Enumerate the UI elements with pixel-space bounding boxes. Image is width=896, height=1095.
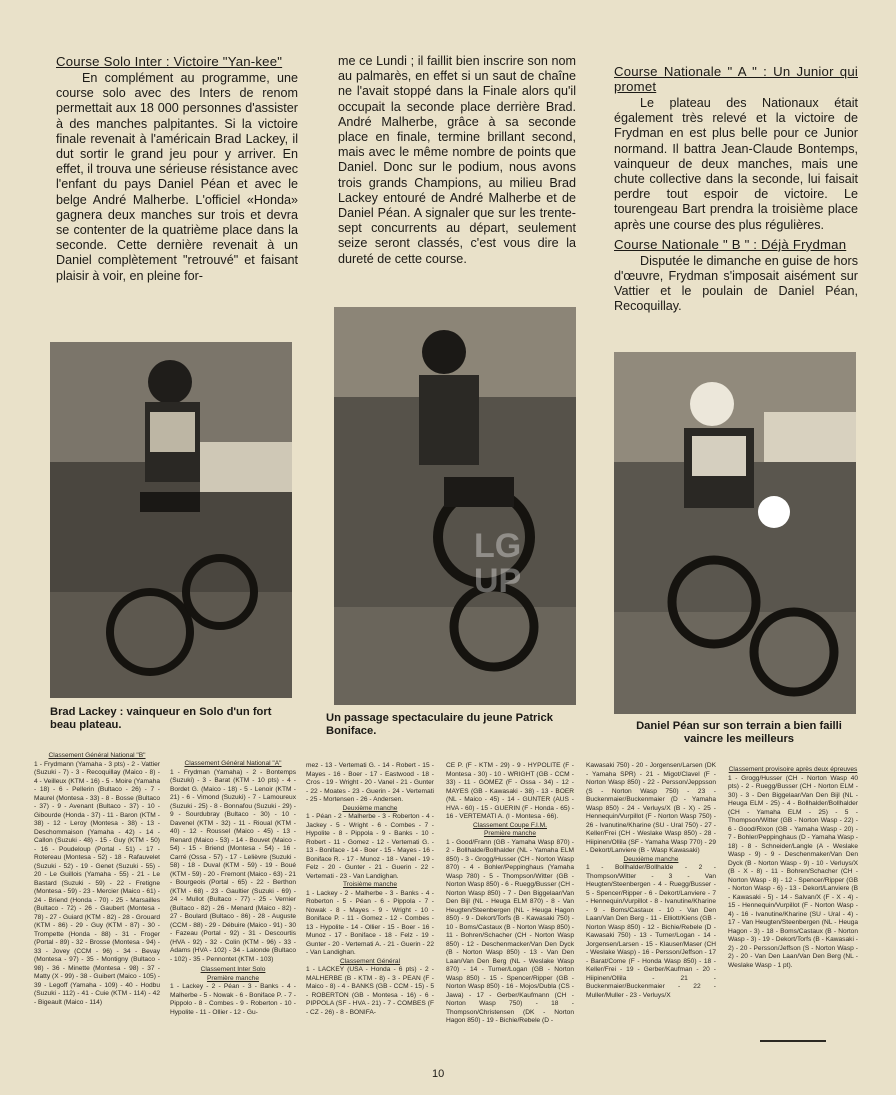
photo-patrick-boniface xyxy=(334,307,576,705)
results-national-a xyxy=(170,760,296,1058)
article-column-3 xyxy=(614,64,858,315)
article-column-1 xyxy=(56,54,298,284)
svg-text:UP: UP xyxy=(474,562,522,600)
results-subtitle: Première manche xyxy=(483,830,537,837)
caption-photo-3: Daniel Péan sur son terrain a bien failli vaincre les meilleurs xyxy=(636,720,842,746)
results-text: 1 - Lackey - 2 - Malherbe - 3 - Banks - 4 - Roberton - 5 - Péan - 6 - Pippola - 7 - Nowak - 8 - Mayes - 9 - Wright - 10 - Boniface P. - 11 - Gomez - 12 - Combes - 13 - Hypolite - 14 - Ollier - 15 - Boer - 16 - Munoz - 17 - Boniface - 18 - Felz - 19 - Gunter - 20 - Vertemati A. - 21 - Guerin - 22 - Van Landighan. xyxy=(306,889,434,956)
results-title: Classement provisoire après deux épreuves xyxy=(728,766,858,773)
results-text: mez - 13 - Vertemati G. - 14 - Robert - 15 - Mayes - 16 - Boer - 17 - Eastwood - 18 - Cros - 19 - Wright - 20 - Vanel - 21 - Gunter - 22 - Moates - 23 - Guerin - 24 - Vertemati - 25 - Mortensen - 26 - Andersen. xyxy=(306,762,434,803)
results-subtitle: Classement Général xyxy=(339,957,401,965)
page-number: 10 xyxy=(432,1068,445,1080)
results-title: Classement Général National "A" xyxy=(184,760,282,767)
paragraph-solo-inter: En complément au programme, une course solo avec des Inters de renom permettait aux 18 000 personnes d'assister à des manches palpitantes. Si la victoire finale revenait à l'américain Brad Lackey, il dut sortir le grand jeu pour y arriver. En effet, il trouva une sérieuse résistance avec l'enfant du pays Daniel Péan et avec le belge André Malherbe. L'officiel «Honda» gagnera deux manches sur trois et devra se contenter de la quatrième place dans la seconde. Cette dernière revenait à un Daniel complètement "retrouvé" et faisant plaisir à voir, en pleine for- xyxy=(56,71,298,283)
results-subtitle: Deuxième manche xyxy=(342,804,398,812)
results-national-b xyxy=(34,752,160,1050)
results-text: 1 - Péan - 2 - Malherbe - 3 - Roberton - 4 - Jackey - 5 - Wright - 6 - Combes - 7 - Hypolite - 8 - Pippola - 9 - Banks - 10 - Robert - 11 - Gomez - 12 - Vertemati G. - 13 - Boniface - 14 - Boer - 15 - Mayes - 16 - Boniface R. - 17 - Munoz - 18 - Vanel - 19 - Felz - 20 - Gunter - 21 - Guerin - 22 - Vertemati - 23 - Van Landighan. xyxy=(306,813,434,880)
rider-photo-icon xyxy=(334,307,576,705)
results-text: 1 - Lackey - 2 - Péan - 3 - Banks - 4 - Malherbe - 5 - Nowak - 6 - Boniface P. - 7 - Pippolo - 8 - Combes - 9 - Roberton - 10 - Hypolite - 11 - Ollier - 12 - Gu- xyxy=(170,983,296,1016)
paragraph-nationale-b: Disputée le dimanche en guise de hors d'œuvre, Frydman s'imposait aisément sur Vattier et le poulain de Daniel Péan, Recoquillay. xyxy=(614,253,858,314)
results-subtitle: Troisième manche xyxy=(343,881,397,888)
results-title: Classement Inter Solo xyxy=(200,966,266,973)
results-inter-solo xyxy=(306,762,434,1060)
svg-text:LG: LG xyxy=(474,527,522,565)
photo-daniel-pean xyxy=(614,352,856,714)
photo-brad-lackey xyxy=(50,342,292,698)
results-subtitle: Deuxième manche xyxy=(623,855,679,863)
heading-solo-inter: Course Solo Inter : Victoire "Yan-kee" xyxy=(56,54,283,69)
article-column-2 xyxy=(338,54,576,267)
results-text: 1 - Good/Frann (GB - Yamaha Wasp 870) - 2 - Bollhalde/Bollhalder (NL - Yamaha ELM 850) - 3 - Grogg/Husser (CH - Norton Wasp 870) - 4 - Bohler/Peppinghaus (Yamaha Wasp 780) - 5 - Thompson/Witter (GB - Norton Wasp 850) - 6 - Ruegg/Busser (CH - Norton Wasp 850) - 7 - Den Biggelaar/Van Den Bijl (NL - Heuga ELM 870) - 8 - Van Heugten/Steenbergen (NL - Heuga Hagon 850) - 9 - Dekort/Torfs (B - Kawasaki 750) - 10 - Boms/Castaux (B - Norton Wasp 850) - 11 - Bohren/Schacher (CH - Norton Wasp 850) - 12 - Deschenmacker/Van Den Dyck (B - Norton Wasp 850) - 13 - Van Den Laan/Van Den Berg (NL - Weslake Wasp 870) - 14 - Turner/Logan (GB - Norton Wasp 850) - 15 - Spencer/Ripper (GB - Norton Wasp 850) - 16 - Mojos/Dubla (CS - Jawa) - 17 - Gerber/Kaufmann (CH - Norton Wasp 750) - 18 - Thompson/Christensen (DK - Norton Hagon 850) - 19 - Bichie/Rebele (D - xyxy=(446,838,574,1024)
divider-rule xyxy=(760,1040,826,1042)
caption-photo-2: Un passage spectaculaire du jeune Patrick Boniface. xyxy=(326,712,553,738)
results-coupe-fim xyxy=(446,762,574,1060)
paragraph-nationale-a: Le plateau des Nationaux était également très relevé et la victoire de Frydman en est plus belle pour ce Junior normand. Il battra Jean-Claude Bontemps, vainqueur de deux manches, mais une chute collective dans la seconde, lui faisait perdre tout espoir de victoire. Le tourengeau Bart prendra la troisième place après une course des plus régulières. xyxy=(614,96,858,232)
heading-nationale-a: Course Nationale " A " : Un Junior qui promet xyxy=(614,64,858,94)
rider-photo-icon xyxy=(50,342,292,698)
results-subtitle: Classement Coupe F.I.M. xyxy=(472,821,548,829)
results-text: 1 - Frydman (Yamaha) - 2 - Bontemps (Suzuki) - 3 - Barat (KTM - 10 pts) - 4 - Bordet G. (Maico - 18) - 5 - Lenoir (KTM - 21) - 6 - Vimond (Suzuki) - 7 - Lamoureux (Suzuki - 25) - 8 - Bonnafou (Suzuki - 29) - 9 - Sourdubray (Bultaco - 30) - 10 - Davenel (KTM - 32) - 11 - Rioual (KTM - 40) - 12 - Roussel (Maico - 45) - 13 - Renard (Maico - 53) - 14 - Bouvet (Maico - 54) - 15 - Briend (Montesa - 54) - 16 - Carré (Ossa - 57) - 17 - Lelièvre (Suzuki - 58) - 18 - Duval (KTM - 59) - 19 - Boué (KTM - 59) - 20 - Fremont (Maico - 63) - 21 - Bourgeois (Portal - 65) - 22 - Berthon (KTM - 68) - 23 - Gaultier (Suzuki - 69) - 24 - Mullot (Bultaco - 77) - 25 - Vernier (Bultaco - 82) - 26 - Menard (Maico - 82) - 27 - Boulard (Bultaco - 86) - 28 - Auguste (CCM - 88) - 29 - Débuire (Maico - 91) - 30 - Fazeau (Portal - 92) - 31 - Descourtis (HVA - 92) - 32 - Colin (KTM - 96) - 33 - Adams (HVA - 102) - 34 - Lalonde (Bultaco - 102) - 35 - Pennontet (KTM - 103) xyxy=(170,768,296,963)
results-text: 1 - Bollhalder/Bollhalde - 2 - Thompson/Witter - 3 - Van Heugten/Steenbergen - 4 - Ruegg/Busser - 5 - Spencer/Ripper - 6 - Dekort/Lanviere - 7 - Hennequin/Vurpillot - 8 - Ivanutine/Kharine - 9 - Boms/Castaux - 10 - Van Den Laan/Van Den Berg - 11 - Elliott/Kiens (GB - Norton Wasp 850) - 12 - Bichie/Rebele (D - Kawasaki 750) - 13 - Turner/Logan - 14 - Jorgensen/Larsen - 15 - Klauser/Maser (CH - Weslake Wasp) - 16 - Persson/Jeffson - 17 - Barat/Come (F - Honda Wasp 850) - 18 - Keller/Frei - 19 - Gerber/Kaufman - 20 - Hiipinen/Ollila - 21 - Buckenmaier/Buckenmaier - 22 - Muller/Muller - 23 - Verluys/X xyxy=(586,864,716,999)
results-text: 1 - Frydmann (Yamaha - 3 pts) - 2 - Vattier (Suzuki - 7) - 3 - Recoquillay (Maico - 8) - 4 - Veilleux (KTM - 16) - 5 - Moire (Yamaha - 18) - 6 - Pellerin (Bultaco - 26) - 7 - Maurel (Montesa - 33) - 8 - Bosse (Bultaco - 37) - 9 - Avenant (Bultaco - 37) - 10 - Gibourde (Honda - 37) - 11 - Baron (KTM - 38) - 12 - Leroy (Montesa - 38) - 13 - Deschommaison (Yamaha - 42) - 14 - Callon (Suzuki - 48) - 15 - Guy (KTM - 50) - 16 - Poudeloup (Portal - 51) - 17 - Rotereau (Montesa - 52) - 18 - Rafauvelet (Suzuki - 52) - 19 - Genet (Suzuki - 55) - 20 - Le Guillois (Yamaha - 55) - 21 - Le Bastard (Suzuki - 59) - 22 - Fretigne (Montesa - 59) - 23 - Mercier (Maico - 61) - 24 - Briend (Honda - 70) - 25 - Marsailles (Bultaco - 72) - 26 - Gaubert (Montesa - 78) - 27 - Guiard (KTM - 82) - 28 - Grouard (KTM - 86) - 29 - Guy (KTM - 87) - 30 - Trompette (Honda - 88) - 31 - Froger (Portal - 89) - 32 - Brosse (Montesa - 94) - 33 - Jovey (CCM - 96) - 34 - Bevay (Montesa - 97) - 35 - Montigny (Bultaco - 98) - 36 - Minette (Montesa - 98) - 37 - Matty (X - 99) - 38 - Guibert (Maico - 105) - 39 - Legoff (Yamaha - 109) - 40 - Hodbu (Suzuki - 112) - 41 - Cuie (KTM - 114) - 42 - Bigeault (Maico - 114) xyxy=(34,760,160,1006)
results-text: Kawasaki 750) - 20 - Jorgensen/Larsen (DK - Yamaha SPR) - 21 - Migot/Clavel (F - Norton Wasp 850) - 22 - Persson/Jeppsson (S - Norton Wasp 750) - 23 - Buckenmaier/Buckenmaier (D - Yamaha Wasp 850) - 24 - Verluys/X (B - X) - 25 - Hennequin/Vurpillot (F - Norton Wasp 750) - 26 - Ivanutine/Kharine (SU - Ural 750) - 27 - Keller/Frei (CH - Weslake Wasp 850) - 28 - Hiipinen/Ollila (SF - Yamaha Wasp 770) - 29 - Dekort/Lanviere (B - Wasp Kawasaki) xyxy=(586,762,716,854)
results-text: CE P. (F - KTM - 29) - 9 - HYPOLITE (F - Montesa - 30) - 10 - WRIGHT (GB - CCM - 33) - 11 - GOMEZ (F - Ossa - 34) - 12 - MAYES (GB - Kawasaki - 38) - 13 - BOER (NL - Maico - 45) - 14 - GUNTER (AUS - HVA - 60) - 15 - GUERIN (F - Honda - 65) - 16 - VERTEMATI A. (I - Montesa - 66). xyxy=(446,762,574,820)
results-coupe-fim-continued xyxy=(586,762,716,1060)
results-title: Classement Général National "B" xyxy=(48,752,146,759)
results-provisional xyxy=(728,766,858,1034)
caption-photo-1: Brad Lackey : vainqueur en Solo d'un fort beau plateau. xyxy=(50,706,272,732)
rider-photo-icon xyxy=(614,352,856,714)
results-subtitle: Première manche xyxy=(206,974,260,982)
results-text: 1 - Grogg/Husser (CH - Norton Wasp 40 pts) - 2 - Ruegg/Busser (CH - Norton ELM - 30) - 3 - Den Biggelaar/Van Den Bijl (NL - Heuga ELM - 25) - 4 - Bollhalder/Bollhalder (CH - Yamaha ELM - 25) - 5 - Thompson/Witter (GB - Norton Wasp - 22) - 6 - Good/Rixon (GB - Yamaha Wasp - 20) - 7 - Bohler/Peppinghaus (D - Yamaha Wasp - 18) - 8 - Schneider/Langle (A - Weslake Wasp - 9) - 9 - Deschenmaker/Van Den Dyck (B - Norton Wasp - 9) - 10 - Verluys/X (B - X - 8) - 11 - Bohren/Schacher (CH - Norton Wasp - 8) - 12 - Spencer/Ripper (GB - Norton Wasp - 6) - 13 - Dekort/Lanviere (B - Kawasaki - 5) - 14 - Salvan/X (F - X - 4) - 15 - Hennequin/Vurpillot (F - Norton Wasp - 4) - 16 - Ivanutine/Kharine (SU - Ural - 4) - 17 - Van Heugten/Steenbergen (NL - Heuga Hagon - 3) - 18 - Boms/Castaux (B - Norton Wasp - 3) - 19 - Dekort/Torfs (B - Kawasaki - 2) - 20 - Persson/Jeffson (S - Norton Wasp - 2) - 20 - Van Den Laan/Van Den Berg (NL - Weslake Wasp - 1 pt). xyxy=(728,774,858,969)
results-text: 1 - LACKEY (USA - Honda - 6 pts) - 2 - MALHERBE (B - KTM - 8) - 3 - PEAN (F - Maico - 8) - 4 - BANKS (GB - CCM - 15) - 5 - ROBERTON (GB - Montesa - 16) - 6 - PIPPOLA (SF - HVA - 21) - 7 - COMBES (F - CZ - 26) - 8 - BONIFA- xyxy=(306,966,434,1016)
paragraph-solo-inter-continued: me ce Lundi ; il faillit bien inscrire son nom au palmarès, en effet si un saut de chaîne ne l'avait stoppé dans la Finale alors qu'il occupait la seconde place derrière Brad. André Malherbe, grâce à sa seconde place en finale, termine brillant second, mais avec le même nombre de points que Daniel. Donc sur le podium, nous avons trois grands Champions, au milieu Brad Lackey entouré de André Malherbe et de Daniel Péan. A signaler que sur les trente-sept concurrents au départ, seulement seize seront classés, c'est vous dire la dureté de cette course. xyxy=(338,54,576,266)
heading-nationale-b: Course Nationale " B " : Déjà Frydman xyxy=(614,236,847,252)
